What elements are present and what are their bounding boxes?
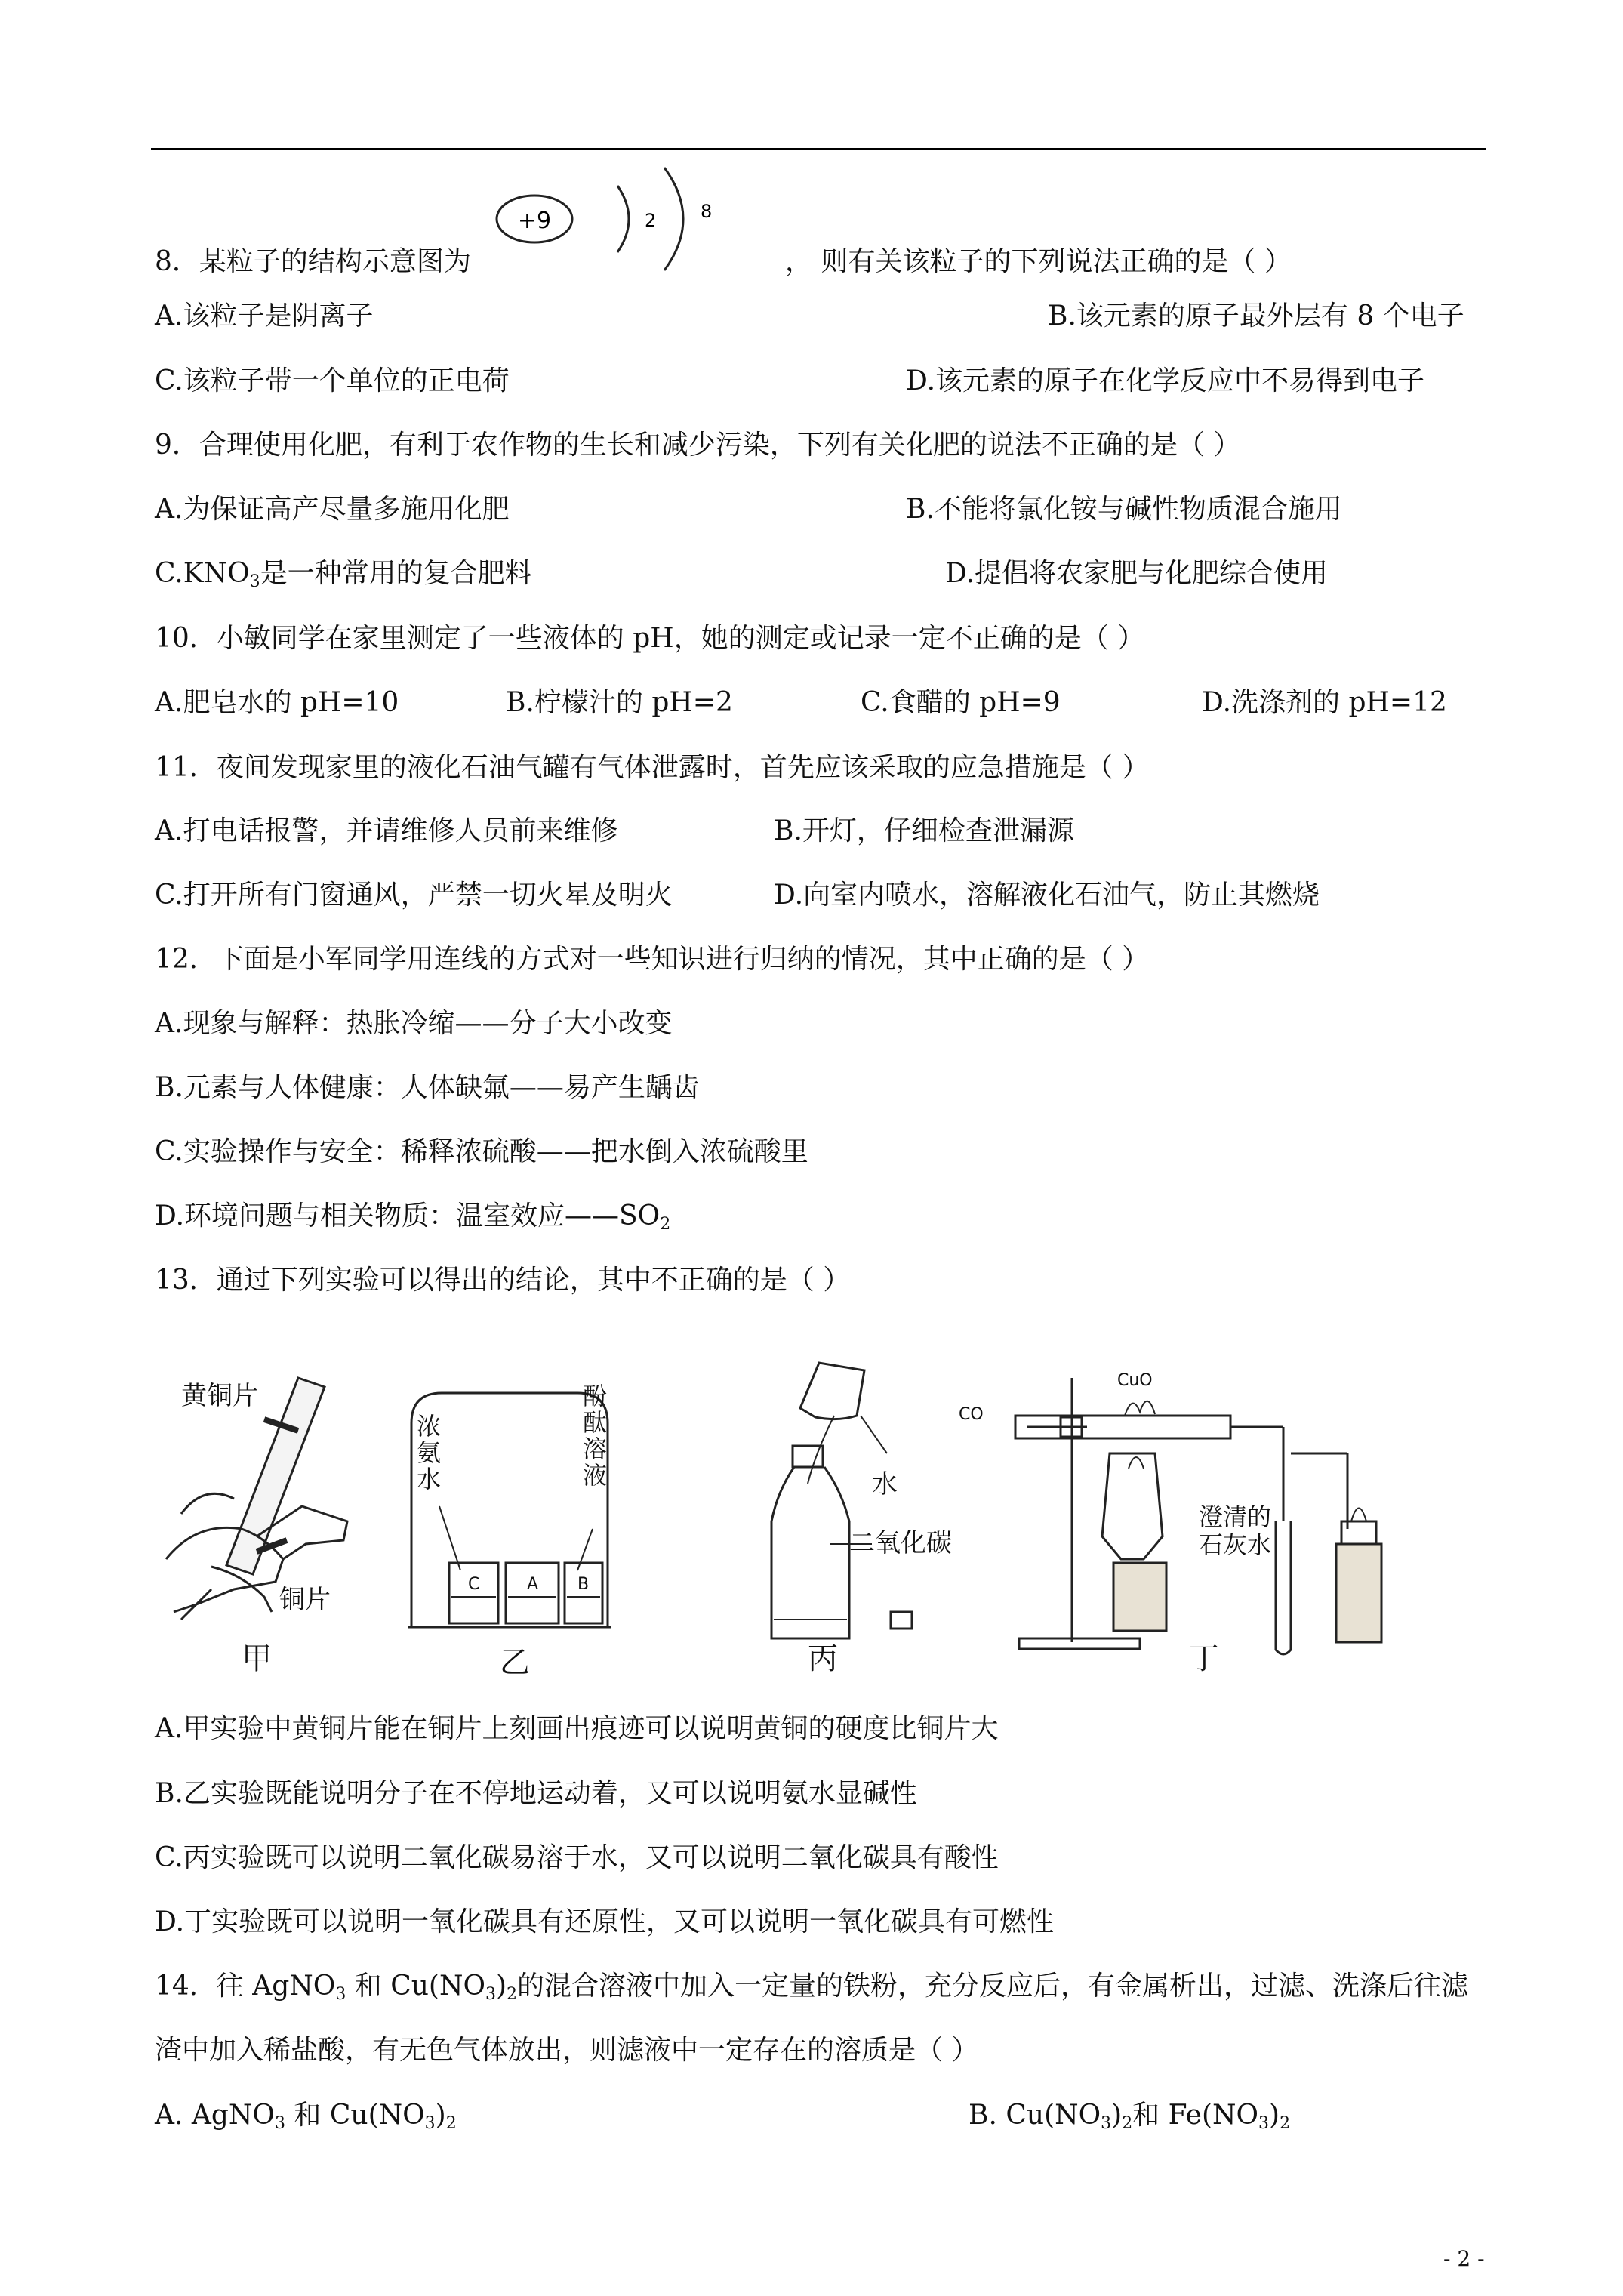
experiment-figure: [151, 1333, 1389, 1680]
beaker-a-label: A: [527, 1575, 539, 1594]
q12-option-b: B.元素与人体健康：人体缺氟——易产生龋齿: [155, 1072, 700, 1103]
q13-stem: 13．通过下列实验可以得出的结论，其中不正确的是（ ）: [155, 1265, 851, 1296]
q12-option-d: D.环境问题与相关物质：温室效应$——SO_2$: [155, 1200, 671, 1234]
q9-option-d: D.提倡将农家肥与化肥综合使用: [945, 558, 1329, 589]
q9-option-c: $C.KNO_3$是一种常用的复合肥料: [155, 558, 532, 591]
q14-option-b: B. $Cu(NO_3)_2$和 $Fe(NO_3)_2$: [969, 2100, 1291, 2133]
label-phenol-1: 酚: [583, 1382, 608, 1410]
caption-ding: 丁: [1189, 1641, 1219, 1676]
label-phenol-4: 液: [583, 1461, 608, 1490]
label-phenol-3: 溶: [583, 1435, 608, 1463]
label-ammonia-1: 浓: [417, 1412, 442, 1441]
shell1-count: 2: [645, 210, 657, 231]
label-ammonia-2: 氨: [417, 1438, 442, 1467]
q12-option-a: A.现象与解释：热胀冷缩——分子大小改变: [155, 1008, 673, 1039]
nucleus-charge: +9: [517, 208, 552, 234]
q8-option-c: C.该粒子带一个单位的正电荷: [155, 365, 510, 396]
q9-option-a: A.为保证高产尽量多施用化肥: [155, 494, 510, 525]
label-co2: 二氧化碳: [849, 1528, 952, 1558]
label-copper: 铜片: [279, 1585, 331, 1615]
caption-bing: 丙: [808, 1641, 838, 1676]
label-brass: 黄铜片: [181, 1381, 258, 1411]
q13-option-b: B.乙实验既能说明分子在不停地运动着，又可以说明氨水显碱性: [155, 1778, 917, 1809]
experiment-jia-drawing: [166, 1378, 347, 1620]
q12-stem: 12．下面是小军同学用连线的方式对一些知识进行归纳的情况，其中正确的是（ ）: [155, 944, 1150, 975]
caption-jia: 甲: [242, 1641, 272, 1676]
q9-stem: 9．合理使用化肥，有利于农作物的生长和减少污染，下列有关化肥的说法不正确的是（ ）: [155, 430, 1241, 461]
q11-option-b: B.开灯，仔细检查泄漏源: [774, 815, 1074, 846]
label-water: 水: [872, 1469, 898, 1499]
q8-stem: 8．某粒子的结构示意图为: [155, 246, 471, 277]
q8-stem-tail: ， 则有关该粒子的下列说法正确的是（ ）: [785, 246, 1292, 277]
q8-option-b: B.该元素的原子最外层有 8 个电子: [1048, 300, 1464, 331]
experiment-bing-drawing: [771, 1363, 912, 1638]
q11-option-d: D.向室内喷水，溶解液化石油气，防止其燃烧: [774, 880, 1320, 911]
atom-structure-diagram: [489, 165, 761, 276]
caption-yi: 乙: [500, 1645, 530, 1680]
q10-stem: 10．小敏同学在家里测定了一些液体的 pH，她的测定或记录一定不正确的是（ ）: [155, 623, 1145, 654]
label-phenol-2: 酞: [583, 1408, 608, 1437]
page-number: - 2 -: [1443, 2246, 1485, 2271]
q10-option-b: B.柠檬汁的 pH=2: [506, 687, 733, 718]
q10-option-c: C.食醋的 pH=9: [861, 687, 1061, 718]
q12-option-c: C.实验操作与安全：稀释浓硫酸——把水倒入浓硫酸里: [155, 1136, 808, 1167]
q14-stem-line2: 渣中加入稀盐酸，有无色气体放出，则滤液中一定存在的溶质是（ ）: [155, 2035, 979, 2066]
q11-option-a: A.打电话报警，并请维修人员前来维修: [155, 815, 618, 846]
beaker-b-label: B: [577, 1575, 590, 1594]
beaker-c-label: C: [468, 1575, 480, 1594]
label-co: CO: [959, 1405, 984, 1424]
label-cuo: CuO: [1117, 1371, 1153, 1390]
q13-option-c: C.丙实验既可以说明二氧化碳易溶于水，又可以说明二氧化碳具有酸性: [155, 1842, 999, 1873]
q11-stem: 11．夜间发现家里的液化石油气罐有气体泄露时，首先应该采取的应急措施是（ ）: [155, 752, 1150, 783]
label-limewater-1: 澄清的: [1199, 1502, 1272, 1531]
header-rule: [151, 148, 1486, 150]
q13-option-a: A.甲实验中黄铜片能在铜片上刻画出痕迹可以说明黄铜的硬度比铜片大: [155, 1713, 999, 1744]
q14-option-a: A. AgNO$_3$ 和 $Cu(NO_3)_2$: [155, 2100, 457, 2133]
q11-option-c: C.打开所有门窗通风，严禁一切火星及明火: [155, 880, 673, 911]
label-limewater-2: 石灰水: [1199, 1530, 1272, 1559]
q8-option-d: D.该元素的原子在化学反应中不易得到电子: [906, 365, 1425, 396]
q10-option-a: A.肥皂水的 pH=10: [155, 687, 399, 718]
label-ammonia-3: 水: [417, 1465, 442, 1493]
q13-option-d: D.丁实验既可以说明一氧化碳具有还原性，又可以说明一氧化碳具有可燃性: [155, 1906, 1055, 1937]
shell2-count: 8: [701, 201, 713, 222]
q8-option-a: A.该粒子是阴离子: [155, 300, 374, 331]
q10-option-d: D.洗涤剂的 pH=12: [1202, 687, 1447, 718]
q14-stem-line1: 14．往 AgNO$_3$ 和 $Cu(NO_3)_2$的混合溶液中加入一定量的铁粉，充分反应后，有金属析出，过滤、洗涤后往滤: [155, 1971, 1469, 2004]
q9-option-b: B.不能将氯化铵与碱性物质混合施用: [906, 494, 1342, 525]
